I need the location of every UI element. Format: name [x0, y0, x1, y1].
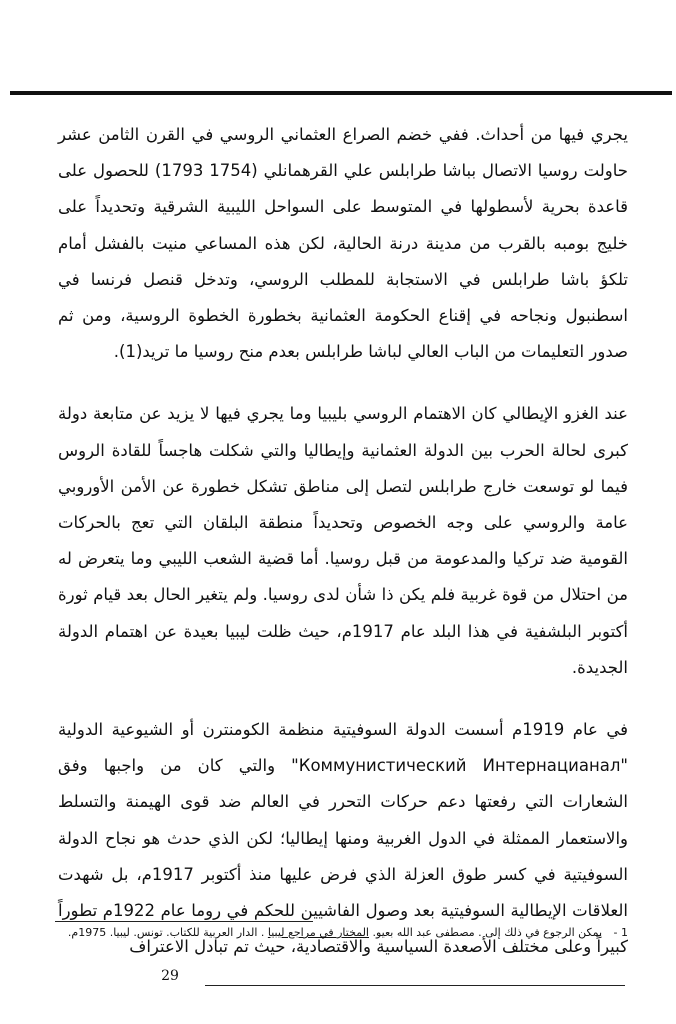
footnote-text-before: يمكن الرجوع في ذلك إلى . مصطفى عبد الله بعيو. — [372, 926, 603, 939]
page-number: 29 — [161, 968, 179, 984]
footnote-book-title: المختار في مراجع ليبيا — [267, 926, 369, 939]
footnote-number: 1 - — [613, 926, 628, 939]
footer-rule — [205, 985, 625, 986]
paragraph-1: يجري فيها من أحداث. ففي خضم الصراع العثماني الروسي في القرن الثامن عشر حاولت روسيا الاتصال بباشا طرابلس علي القرهمانلي (1754 1793) للحصول على قاعدة بحرية لأسطولها في المتوسط على السواحل الليبية الشرقية وتحديداً على خليج بومبه بالقرب من مدينة درنة الحالية، لكن هذه المساعي منيت بالفشل أمام تلكؤ باشا طرابلس في الاستجابة للمطلب الروسي، وتدخل قنصل فرنسا في اسطنبول ونجاحه في إقناع الحكومة العثمانية بخطورة الخطوة الروسية، ومن ثم صدور التعليمات من الباب العالي لباشا طرابلس بعدم منح روسيا ما تريد(1). — [58, 125, 628, 362]
header-rule — [10, 91, 672, 95]
footnote — [55, 924, 628, 942]
footnote-rule — [55, 921, 313, 922]
body-text — [58, 117, 628, 965]
paragraph-3: في عام 1919م أسست الدولة السوفيتية منظمة الكومنترن أو الشيوعية الدولية "Коммунистический Интернацианал" والتي كان من واجبها وفق الشعارات التي رفعتها دعم حركات التحرر في العالم ضد قوى الهيمنة والتسلط والاستعمار الممثلة في الدول الغربية ومنها إيطاليا؛ لكن الذي حدث هو نجاح الدولة السوفيتية في كسر طوق العزلة الذي فرض عليها منذ أكتوبر 1917م، بل شهدت العلاقات الإيطالية السوفيتية بعد وصول الفاشيين للحكم في روما عام 1922م تطوراً كبيراً وعلى مختلف الأصعدة السياسية والاقتصادية، حيث تم تبادل الاعتراف — [58, 720, 628, 957]
paragraph-2: عند الغزو الإيطالي كان الاهتمام الروسي بليبيا وما يجري فيها لا يزيد عن متابعة دولة كبرى لحالة الحرب بين الدولة العثمانية وإيطاليا والتي شكلت هاجساً للقادة الروس فيما لو توسعت خارج طرابلس لتصل إلى مناطق تشكل خطورة عن الأمن الأوروبي عامة والروسي على وجه الخصوص وتحديداً منطقة البلقان التي تعج بالحركات القومية ضد تركيا والمدعومة من قبل روسيا. أما قضية الشعب الليبي وما يتعرض له من احتلال من قوة غربية فلم يكن ذا شأن لدى روسيا. ولم يتغير الحال بعد قيام ثورة أكتوبر البلشفية في هذا البلد عام 1917م، حيث ظلت ليبيا بعيدة عن اهتمام الدولة الجديدة. — [58, 404, 629, 677]
footnote-text-after: . الدار العربية للكتاب. تونس. ليبيا. 1975م. — [67, 926, 265, 939]
